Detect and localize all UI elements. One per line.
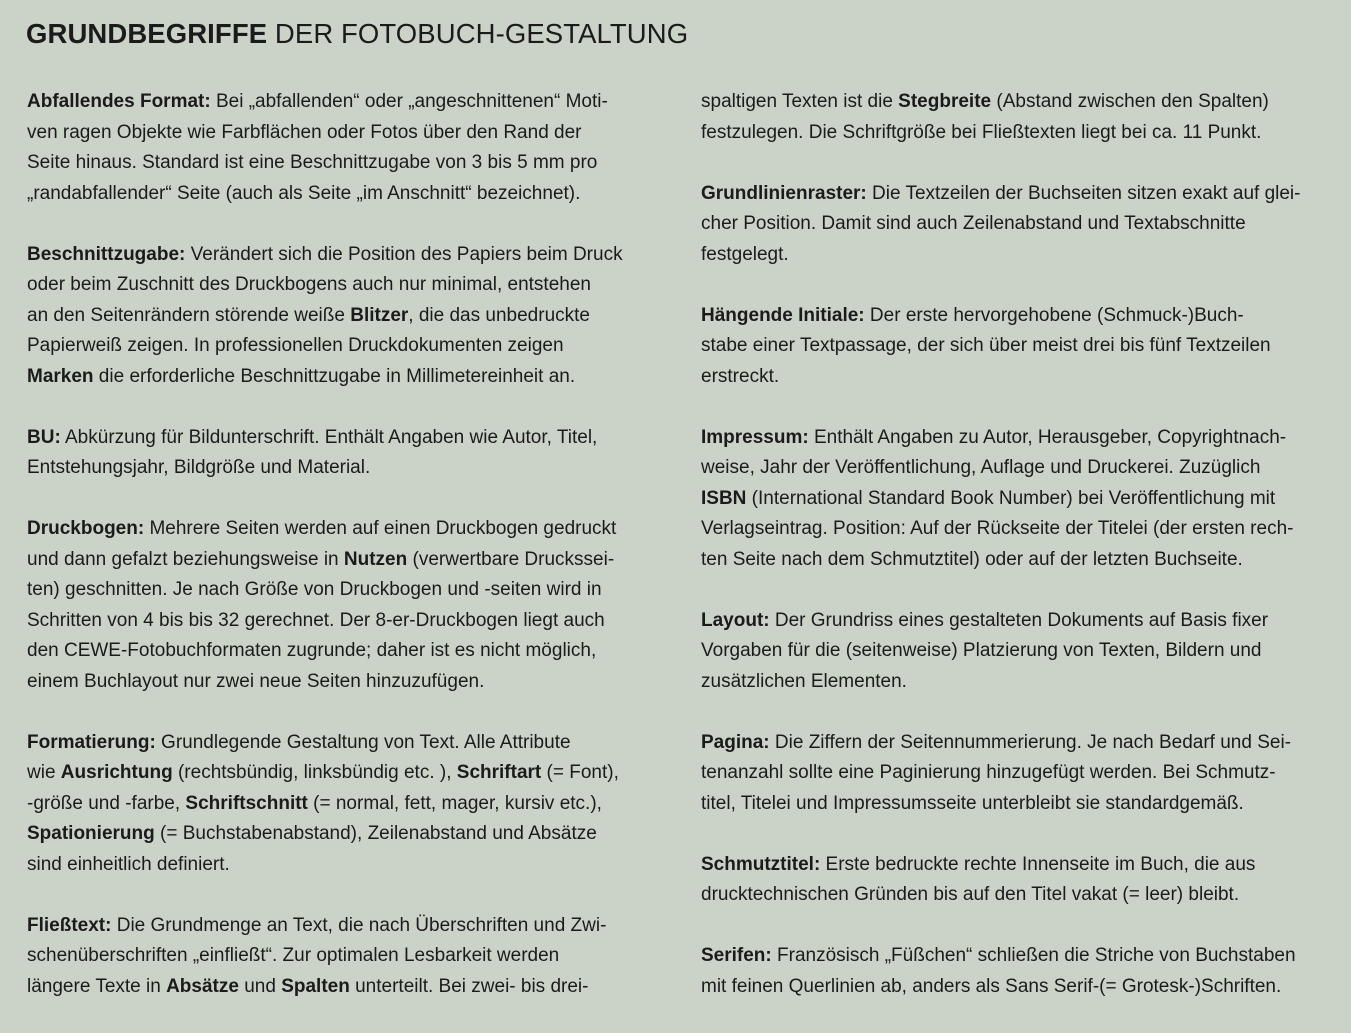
glossary-term: Spationierung: [27, 823, 155, 844]
glossary-term: ISBN: [701, 487, 747, 509]
glossary-term: Schriftart: [456, 762, 542, 783]
glossary-term: Schmutztitel:: [701, 853, 821, 875]
glossary-entry: [701, 87, 1337, 148]
glossary-text: Die Grundmenge an Text, die nach Überschriften und Zwi-: [111, 914, 607, 936]
glossary-text: „randabfallender“ Seite (auch als Seite „im Anschnitt“ bezeichnet).: [27, 182, 581, 204]
glossary-term: Stegbreite: [898, 91, 992, 112]
glossary-text: oder beim Zuschnitt des Druckbogens auch nur minimal, entstehen: [27, 274, 591, 295]
glossary-text: titel, Titelei und Impressumsseite unterbleibt sie standardgemäß.: [701, 792, 1244, 814]
glossary-entry: [27, 240, 663, 393]
glossary-entry: [701, 301, 1337, 393]
glossary-term: Beschnittzugabe:: [27, 243, 186, 265]
glossary-text: Französisch „Füßchen“ schließen die Striche von Buchstaben: [771, 945, 1296, 966]
glossary-text: (International Standard Book Number) bei Veröffentlichung mit: [746, 487, 1276, 509]
glossary-term: Marken: [27, 365, 94, 387]
glossary-text: ten Seite nach dem Schmutztitel) oder auf der letzten Buchseite.: [701, 548, 1243, 570]
glossary-text: mit feinen Querlinien ab, anders als Sans Serif-(= Grotesk-)Schriften.: [701, 975, 1282, 997]
glossary-entry: [701, 606, 1337, 698]
glossary-text: festgelegt.: [701, 243, 789, 265]
glossary-text: Papierweiß zeigen. In professionellen Druckdokumenten zeigen: [27, 335, 564, 356]
glossary-term: Pagina:: [701, 731, 770, 753]
glossary-term: Serifen:: [701, 945, 772, 966]
glossary-text: Der Grundriss eines gestalteten Dokuments auf Basis fixer: [769, 609, 1269, 631]
glossary-text: Grundlegende Gestaltung von Text. Alle Attribute: [155, 731, 571, 753]
glossary-text: die erforderliche Beschnittzugabe in Millimetereinheit an.: [93, 365, 576, 387]
glossary-column-right: [701, 87, 1337, 1033]
glossary-term: Fließtext:: [27, 914, 112, 936]
glossary-column-left: [27, 87, 663, 1033]
glossary-term: Ausrichtung: [60, 762, 173, 783]
glossary-entry: [27, 728, 663, 881]
glossary-text: (= normal, fett, mager, kursiv etc.),: [307, 792, 602, 814]
glossary-text: Mehrere Seiten werden auf einen Druckbogen gedruckt: [144, 518, 617, 539]
glossary-text: den CEWE-Fotobuchformaten zugrunde; daher ist es nicht möglich,: [27, 640, 597, 661]
page-title: [26, 14, 688, 54]
glossary-term: Formatierung:: [27, 731, 156, 753]
glossary-text: und: [238, 975, 282, 997]
glossary-entry: [701, 941, 1337, 1002]
glossary-text: -größe und -farbe,: [27, 792, 186, 814]
glossary-text: erstreckt.: [701, 365, 780, 387]
glossary-entry: [27, 87, 663, 209]
page-title-rest: DER FOTOBUCH-GESTALTUNG: [267, 18, 689, 49]
glossary-text: Die Textzeilen der Buchseiten sitzen exakt auf glei-: [866, 182, 1301, 204]
glossary-text: Entstehungsjahr, Bildgröße und Material.: [27, 457, 371, 478]
glossary-text: zusätzlichen Elementen.: [701, 670, 907, 692]
glossary-term: Hängende Initiale:: [701, 304, 865, 326]
glossary-term: BU:: [27, 426, 61, 448]
glossary-entry: [701, 423, 1337, 576]
glossary-text: Erste bedruckte rechte Innenseite im Buch, die aus: [820, 853, 1256, 875]
glossary-text: festzulegen. Die Schriftgröße bei Fließtexten liegt bei ca. 11 Punkt.: [701, 121, 1262, 143]
glossary-text: ven ragen Objekte wie Farbflächen oder Fotos über den Rand der: [27, 121, 582, 143]
glossary-text: schenüberschriften „einfließt“. Zur optimalen Lesbarkeit werden: [27, 945, 560, 966]
glossary-text: tenanzahl sollte eine Paginierung hinzugefügt werden. Bei Schmutz-: [701, 762, 1276, 783]
glossary-text: unterteilt. Bei zwei- bis drei-: [349, 975, 589, 997]
glossary-term: Druckbogen:: [27, 518, 145, 539]
glossary-term: Absätze: [166, 975, 239, 997]
glossary-text: cher Position. Damit sind auch Zeilenabstand und Textabschnitte: [701, 213, 1246, 234]
glossary-term: Impressum:: [701, 426, 809, 448]
glossary-text: , die das unbedruckte: [408, 304, 590, 326]
glossary-term: Nutzen: [343, 548, 408, 570]
glossary-text: und dann gefalzt beziehungsweise in: [27, 548, 344, 570]
glossary-text: (verwertbare Druckssei-: [407, 548, 615, 570]
glossary-text: (Abstand zwischen den Spalten): [991, 91, 1269, 112]
glossary-text: Vorgaben für die (seitenweise) Platzierung von Texten, Bildern und: [701, 640, 1262, 661]
glossary-text: drucktechnischen Gründen bis auf den Titel vakat (= leer) bleibt.: [701, 884, 1240, 905]
glossary-term: Spalten: [281, 975, 350, 997]
glossary-text: einem Buchlayout nur zwei neue Seiten hinzuzufügen.: [27, 670, 485, 692]
glossary-text: Bei „abfallenden“ oder „angeschnittenen“ Moti-: [210, 91, 608, 112]
glossary-text: Verändert sich die Position des Papiers beim Druck: [185, 243, 623, 265]
glossary-text: Schritten von 4 bis bis 32 gerechnet. Der 8-er-Druckbogen liegt auch: [27, 609, 605, 631]
glossary-text: ten) geschnitten. Je nach Größe von Druckbogen und -seiten wird in: [27, 579, 602, 600]
glossary-entry: [701, 728, 1337, 820]
glossary-text: wie: [27, 762, 61, 783]
glossary-term: Blitzer: [350, 304, 409, 326]
glossary-text: Der erste hervorgehobene (Schmuck-)Buch-: [864, 304, 1244, 326]
glossary-text: spaltigen Texten ist die: [701, 91, 899, 112]
glossary-text: stabe einer Textpassage, der sich über meist drei bis fünf Textzeilen: [701, 335, 1271, 356]
glossary-text: sind einheitlich definiert.: [27, 853, 230, 875]
glossary-text: an den Seitenrändern störende weiße: [27, 304, 351, 326]
glossary-text: längere Texte in: [27, 975, 167, 997]
glossary-entry: [701, 850, 1337, 911]
glossary-text: weise, Jahr der Veröffentlichung, Auflage und Druckerei. Zuzüglich: [701, 457, 1261, 478]
glossary-text: Die Ziffern der Seitennummerierung. Je nach Bedarf und Sei-: [769, 731, 1291, 753]
glossary-term: Abfallendes Format:: [27, 91, 211, 112]
glossary-entry: [27, 911, 663, 1003]
glossary-term: Grundlinienraster:: [701, 182, 867, 204]
glossary-text: (= Font),: [541, 762, 619, 783]
glossary-term: Schriftschnitt: [185, 792, 308, 814]
glossary-term: Layout:: [701, 609, 770, 631]
glossary-text: Abkürzung für Bildunterschrift. Enthält Angaben wie Autor, Titel,: [60, 426, 598, 448]
glossary-text: (= Buchstabenabstand), Zeilenabstand und Absätze: [154, 823, 597, 844]
glossary-entry: [27, 423, 663, 484]
glossary-text: Verlagseintrag. Position: Auf der Rückseite der Titelei (der ersten rech-: [701, 518, 1294, 539]
glossary-text: Seite hinaus. Standard ist eine Beschnittzugabe von 3 bis 5 mm pro: [27, 152, 598, 173]
page-title-bold: GRUNDBEGRIFFE: [26, 18, 268, 49]
glossary-text: (rechtsbündig, linksbündig etc. ),: [172, 762, 457, 783]
glossary-entry: [27, 514, 663, 697]
glossary-entry: [701, 179, 1337, 271]
glossary-text: Enthält Angaben zu Autor, Herausgeber, Copyrightnach-: [808, 426, 1287, 448]
